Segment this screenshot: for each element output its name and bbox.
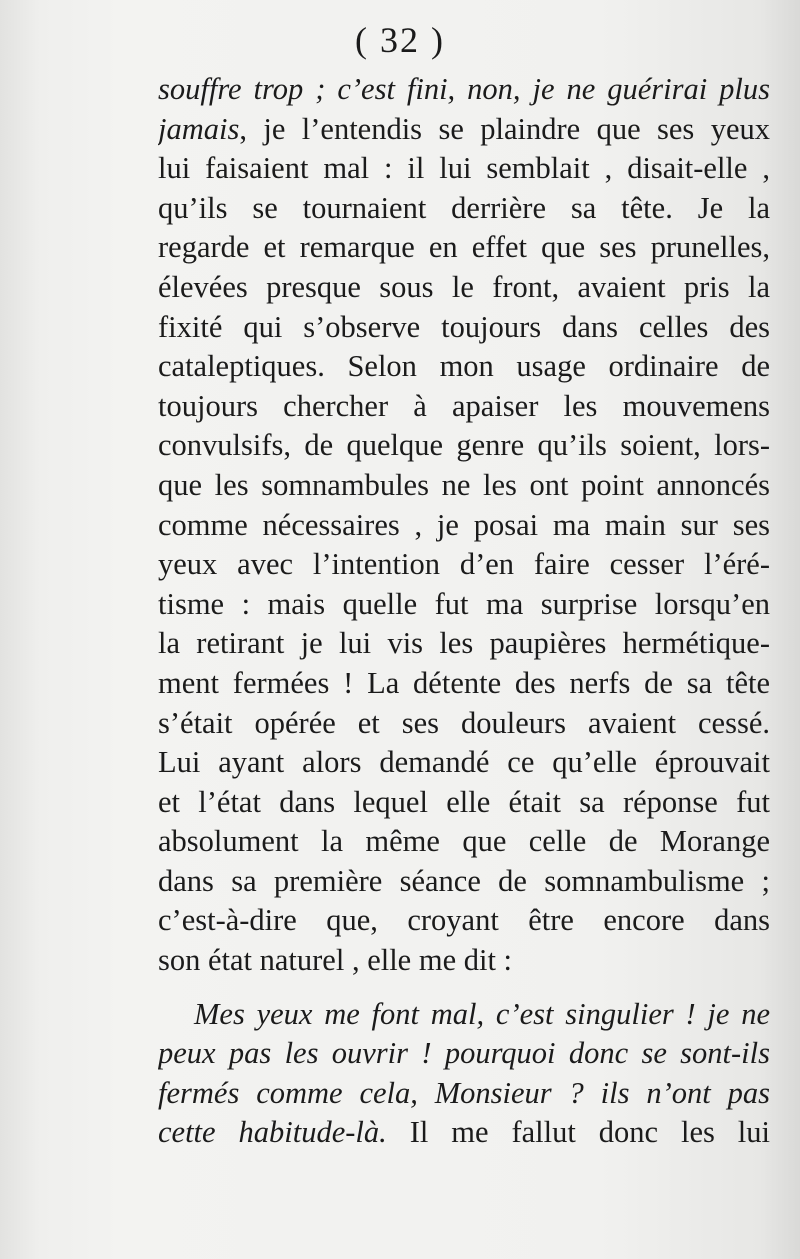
roman-text: c’est-à-dire que, croyant être encore dans — [158, 903, 770, 938]
roman-text: absolument la même que celle de Morange — [158, 824, 770, 859]
text-line — [158, 189, 770, 229]
italic-text: souffre trop ; c’est fini, non, je ne guérirai plus — [158, 72, 770, 106]
text-line — [158, 822, 770, 862]
italic-text: peux pas les ouvrir ! pourquoi donc se sont-ils — [158, 1036, 770, 1071]
text-line — [158, 347, 770, 387]
roman-text: regarde et remarque en effet que ses prunelles, — [158, 230, 770, 265]
text-line — [158, 664, 770, 704]
roman-text: yeux avec l’intention d’en faire cesser l’éré- — [158, 547, 770, 582]
text-line — [158, 228, 770, 268]
roman-text: la retirant je lui vis les paupières hermétique- — [158, 626, 770, 661]
text-line — [158, 783, 770, 823]
text-line — [158, 743, 770, 783]
text-line — [158, 624, 770, 664]
text-line — [158, 704, 770, 744]
roman-text: comme nécessaires , je posai ma main sur ses — [158, 507, 770, 542]
paragraph-gap — [158, 981, 770, 995]
roman-text: et l’état dans lequel elle était sa réponse fut — [158, 784, 770, 819]
page-number: ( 32 ) — [355, 20, 445, 60]
italic-text: fermés comme cela, Monsieur ? ils n’ont pas — [158, 1075, 770, 1110]
roman-text: qu’ils se tournaient derrière sa tête. Je la — [158, 190, 770, 225]
text-line — [158, 70, 770, 110]
text-line — [158, 426, 770, 466]
roman-text: , je l’entendis se plaindre que ses yeux — [239, 111, 770, 146]
roman-text: tisme : mais quelle fut ma surprise lorsqu’en — [158, 586, 770, 621]
italic-text: Mes yeux me font mal, c’est singulier ! je ne — [194, 996, 770, 1031]
italic-text: cette habitude-là. — [158, 1115, 387, 1150]
roman-text: Il me fallut donc les lui — [386, 1115, 770, 1150]
roman-text: son état naturel , elle me dit : — [158, 943, 513, 978]
roman-text: lui faisaient mal : il lui semblait , disait-elle , — [158, 151, 770, 186]
text-line — [158, 862, 770, 902]
text-line — [158, 901, 770, 941]
roman-text: ment fermées ! La détente des nerfs de sa tête — [158, 665, 770, 700]
text-line — [158, 1034, 770, 1074]
roman-text: fixité qui s’observe toujours dans celles des — [158, 309, 770, 344]
text-line — [158, 308, 770, 348]
text-line — [158, 941, 770, 981]
text-line — [158, 268, 770, 308]
roman-text: Lui ayant alors demandé ce qu’elle éprouvait — [158, 745, 770, 780]
text-line — [158, 995, 770, 1035]
text-line — [158, 466, 770, 506]
roman-text: toujours chercher à apaiser les mouvemens — [158, 388, 770, 423]
roman-text: convulsifs, de quelque genre qu’ils soient, lors- — [158, 428, 770, 463]
roman-text: dans sa première séance de somnambulisme ; — [158, 863, 770, 898]
roman-text: élevées presque sous le front, avaient pris la — [158, 269, 770, 304]
text-line — [158, 506, 770, 546]
text-line — [158, 110, 770, 150]
roman-text: cataleptiques. Selon mon usage ordinaire de — [158, 349, 770, 384]
body-text — [158, 70, 770, 1153]
text-line — [158, 149, 770, 189]
text-line — [158, 585, 770, 625]
text-line — [158, 1074, 770, 1114]
roman-text: que les somnambules ne les ont point annoncés — [158, 467, 770, 502]
text-line — [158, 1113, 770, 1153]
text-line — [158, 387, 770, 427]
italic-text: jamais — [158, 111, 240, 146]
roman-text: s’était opérée et ses douleurs avaient cessé. — [158, 705, 770, 740]
text-line — [158, 545, 770, 585]
